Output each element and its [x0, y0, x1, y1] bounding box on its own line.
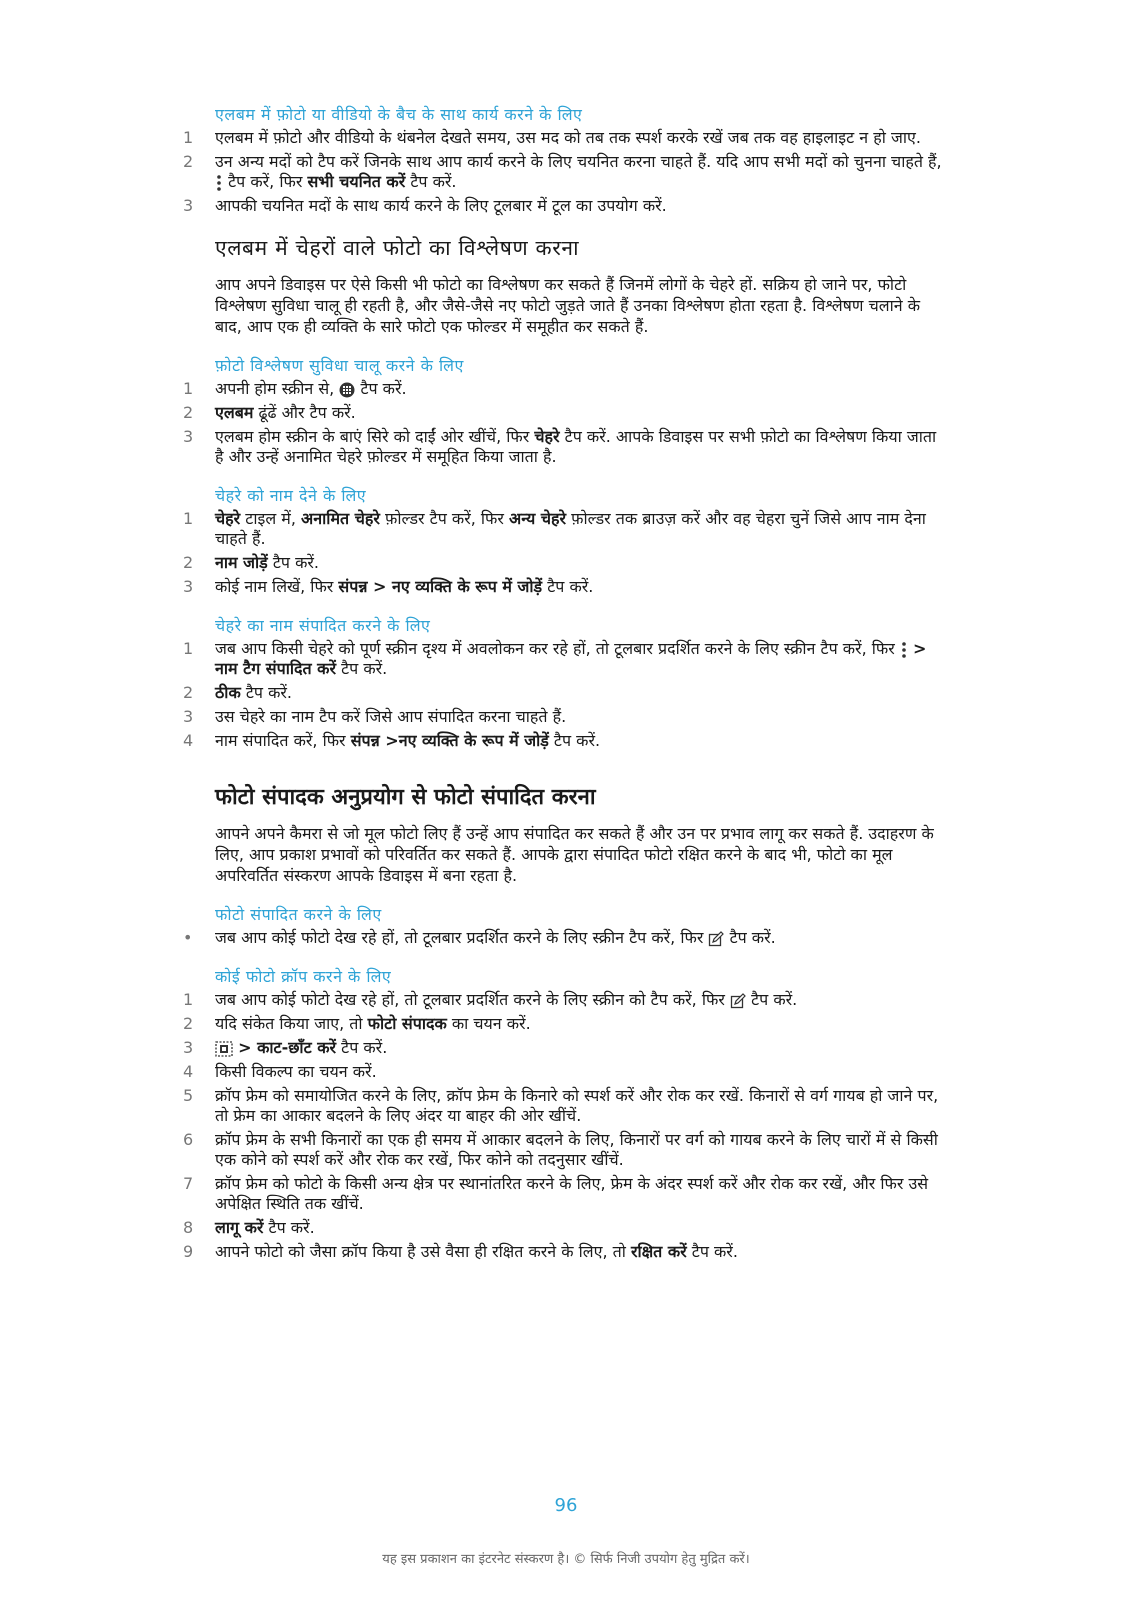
step-text: टैप करें.	[272, 553, 319, 572]
step-text: टैप करें.	[691, 1242, 738, 1261]
step-number: 3	[183, 196, 194, 215]
step-text: यदि संकेत किया जाए, तो	[215, 1014, 363, 1033]
step-text: ढूंढें और टैप करें.	[258, 403, 356, 422]
step-text: एलबम होम स्क्रीन के बाएं सिरे को दाईं ओर खींचें, फिर	[215, 427, 530, 446]
list-item	[183, 928, 943, 948]
step-number: 2	[183, 152, 194, 171]
step-bold: संपन्न >नए व्यक्ति के रूप में जोड़ें	[350, 731, 549, 750]
step-text: टैप करें.	[341, 1038, 388, 1057]
step-number: 2	[183, 553, 194, 572]
step-text: कोई नाम लिखें, फिर	[215, 577, 334, 596]
step-number: 3	[183, 577, 194, 596]
list-item	[183, 1218, 943, 1238]
step-bold: अन्य चेहरे	[509, 509, 567, 528]
list-item	[183, 403, 943, 423]
steps-edit-photo	[183, 928, 943, 948]
list-item	[183, 731, 943, 751]
list-item	[183, 639, 943, 679]
step-number: 1	[183, 379, 194, 398]
step-number: 2	[183, 1014, 194, 1033]
list-item	[183, 379, 943, 399]
list-item	[183, 1174, 943, 1214]
step-bold: चेहरे	[534, 427, 560, 446]
subheading-edit-name: चेहरे का नाम संपादित करने के लिए	[215, 616, 431, 635]
step-number: 2	[183, 403, 194, 422]
steps-analysis	[183, 379, 943, 467]
step-text: उस चेहरे का नाम टैप करें जिसे आप संपादित करना चाहते हैं.	[215, 707, 567, 726]
step-bold: संपन्न > नए व्यक्ति के रूप में जोड़ें	[338, 577, 543, 596]
list-item	[183, 1086, 943, 1126]
crop-icon	[215, 1041, 233, 1057]
step-text: टैप करें.	[245, 683, 292, 702]
section-edit-name	[183, 615, 943, 751]
step-text: टैप करें, फिर	[228, 172, 303, 191]
section-crop	[183, 966, 943, 1262]
subheading-batch: एलबम में फ़ोटो या वीडियो के बैच के साथ कार्य करने के लिए	[215, 105, 583, 124]
step-text: उन अन्य मदों को टैप करें जिनके साथ आप कार्य करने के लिए चयनित करना चाहते हैं. यदि आप सभी मदों को चुनना चाहते हैं,	[215, 152, 942, 171]
step-text: क्रॉप फ्रेम के सभी किनारों का एक ही समय में आकार बदलने के लिए, किनारों पर वर्ग को गायब करने के लिए चारों में से किसी एक कोने को स्पर्श करें और रोक कर रखें, फिर कोने को तदनुसार खींचें.	[215, 1130, 938, 1169]
step-bold: अनामित चेहरे	[301, 509, 380, 528]
subheading-analysis: फ़ोटो विश्लेषण सुविधा चालू करने के लिए	[215, 356, 464, 375]
step-text: टैप करें.	[268, 1218, 315, 1237]
list-item	[183, 1062, 943, 1082]
steps-naming	[183, 509, 943, 597]
section-naming	[183, 485, 943, 597]
step-text: टाइल में,	[245, 509, 296, 528]
section-edit-photo	[183, 904, 943, 948]
step-number: 6	[183, 1130, 194, 1149]
step-text: जब आप किसी चेहरे को पूर्ण स्क्रीन दृश्य में अवलोकन कर रहे हों, तो टूलबार प्रदर्शित करने के लिए स्क्रीन टैप करें, फिर	[215, 639, 895, 658]
step-bold: एलबम	[215, 403, 254, 422]
list-item	[183, 128, 943, 148]
list-item	[183, 1242, 943, 1262]
step-bold: सभी चयनित करें	[307, 172, 406, 191]
step-number: 1	[183, 509, 194, 528]
step-number: 5	[183, 1086, 194, 1105]
step-text: फ़ोल्डर तक ब्राउज़ करें और वह चेहरा चुनें जिसे आप नाम देना चाहते हैं.	[215, 509, 926, 548]
step-text: क्रॉप फ्रेम को फोटो के किसी अन्य क्षेत्र पर स्थानांतरित करने के लिए, फ्रेम के अंदर स्पर्श करें और रोक कर रखें, और फिर उसे अपेक्षित स्थिति तक खींचें.	[215, 1174, 929, 1213]
step-number: 1	[183, 990, 194, 1009]
step-text: आपकी चयनित मदों के साथ कार्य करने के लिए टूलबार में टूल का उपयोग करें.	[215, 196, 667, 215]
step-text: टैप करें.	[553, 731, 601, 750]
step-text: टैप करें.	[360, 379, 407, 398]
subheading-edit-photo: फोटो संपादित करने के लिए	[215, 905, 382, 924]
list-item	[183, 152, 943, 192]
apps-icon	[339, 382, 355, 398]
step-bold: ठीक	[215, 683, 241, 702]
edit-icon	[708, 931, 724, 947]
spacer	[183, 769, 943, 783]
step-number: 1	[183, 639, 194, 658]
step-text: का चयन करें.	[451, 1014, 531, 1033]
step-text: टैप करें.	[410, 172, 457, 191]
steps-edit-name	[183, 639, 943, 751]
step-number: 3	[183, 1038, 194, 1057]
steps-batch	[183, 128, 943, 216]
heading-faces: एलबम में चेहरों वाले फोटो का विश्लेषण करना	[215, 236, 580, 260]
step-number: 3	[183, 707, 194, 726]
steps-crop	[183, 990, 943, 1262]
step-text: आपने फोटो को जैसा क्रॉप किया है उसे वैसा ही रक्षित करने के लिए, तो	[215, 1242, 626, 1261]
section-analysis	[183, 355, 943, 467]
more-vert-icon	[215, 174, 223, 192]
step-text: टैप करें.	[547, 577, 594, 596]
step-text: टैप करें.	[729, 928, 776, 947]
paragraph-faces: आप अपने डिवाइस पर ऐसे किसी भी फोटो का विश्लेषण कर सकते हैं जिनमें लोगों के चेहरे हों. सक्रिय हो जाने पर, फोटो विश्लेषण सुविधा चालू ही रहती है, और जैसे-जैसे नए फोटो जुड़ते जाते हैं उनका विश्लेषण होता रहता है. विश्लेषण चलाने के बाद, आप एक ही व्यक्ति के सारे फोटो एक फोल्डर में समूहीत कर सकते हैं.	[215, 275, 920, 336]
step-number: 1	[183, 128, 194, 147]
step-bold: रक्षित करें	[631, 1242, 687, 1261]
step-number: 9	[183, 1242, 194, 1261]
list-item	[183, 553, 943, 573]
step-text: फ़ोल्डर टैप करें, फिर	[385, 509, 504, 528]
more-vert-icon	[900, 641, 908, 659]
step-text: नाम संपादित करें, फिर	[215, 731, 346, 750]
step-text: टैप करें.	[341, 659, 388, 678]
list-item	[183, 509, 943, 549]
edit-icon	[730, 993, 746, 1009]
page-footer: यह इस प्रकाशन का इंटरनेट संस्करण है। © सिर्फ निजी उपयोग हेतु मुद्रित करें।	[382, 1552, 750, 1567]
list-item	[183, 577, 943, 597]
list-item	[183, 196, 943, 216]
subheading-crop: कोई फोटो क्रॉप करने के लिए	[215, 967, 392, 986]
step-text: जब आप कोई फोटो देख रहे हों, तो टूलबार प्रदर्शित करने के लिए स्क्रीन टैप करें, फिर	[215, 928, 704, 947]
step-bold: चेहरे	[215, 509, 241, 528]
step-text: टैप करें. आपके डिवाइस पर सभी फ़ोटो का विश्लेषण किया जाता है और उन्हें अनामित चेहरे फ़ोल्डर में समूहित किया जाता है.	[215, 427, 937, 466]
step-number: 4	[183, 731, 194, 750]
list-item	[183, 707, 943, 727]
step-bold: > नाम टैग संपादित करें	[215, 639, 927, 678]
step-number: 2	[183, 683, 194, 702]
step-bold: नाम जोड़ें	[215, 553, 268, 572]
paragraph-photo-editor: आपने अपने कैमरा से जो मूल फोटो लिए हैं उन्हें आप संपादित कर सकते हैं और उन पर प्रभाव लागू कर सकते हैं. उदाहरण के लिए, आप प्रकाश प्रभावों को परिवर्तित कर सकते हैं. आपके द्वारा संपादित फोटो रक्षित करने के बाद भी, फोटो का मूल अपरिवर्तित संस्करण आपके डिवाइस में बना रहता है.	[215, 824, 934, 885]
bullet: •	[183, 928, 193, 947]
step-text: टैप करें.	[751, 990, 798, 1009]
list-item	[183, 683, 943, 703]
page-content	[183, 104, 943, 1280]
step-bold: > काट-छाँट करें	[238, 1038, 337, 1057]
step-number: 4	[183, 1062, 194, 1081]
subheading-naming: चेहरे को नाम देने के लिए	[215, 486, 367, 505]
list-item	[183, 1014, 943, 1034]
list-item	[183, 1130, 943, 1170]
step-number: 8	[183, 1218, 194, 1237]
step-text: जब आप कोई फोटो देख रहे हों, तो टूलबार प्रदर्शित करने के लिए स्क्रीन को टैप करें, फिर	[215, 990, 725, 1009]
step-text: किसी विकल्प का चयन करें.	[215, 1062, 377, 1081]
step-number: 7	[183, 1174, 194, 1193]
page-number: 96	[554, 1495, 578, 1516]
step-bold: लागू करें	[215, 1218, 264, 1237]
section-batch	[183, 104, 943, 216]
list-item	[183, 427, 943, 467]
step-text: अपनी होम स्क्रीन से,	[215, 379, 335, 398]
list-item	[183, 1038, 943, 1058]
step-text: एलबम में फ़ोटो और वीडियो के थंबनेल देखते समय, उस मद को तब तक स्पर्श करके रखें जब तक वह हाइलाइट न हो जाए.	[215, 128, 921, 147]
heading-photo-editor: फोटो संपादक अनुप्रयोग से फोटो संपादित करना	[215, 785, 596, 810]
step-bold: फोटो संपादक	[367, 1014, 447, 1033]
list-item	[183, 990, 943, 1010]
step-text: क्रॉप फ्रेम को समायोजित करने के लिए, क्रॉप फ्रेम के किनारे को स्पर्श करें और रोक कर रखें. किनारों से वर्ग गायब हो जाने पर, तो फ्रेम का आकार बदलने के लिए अंदर या बाहर की ओर खींचें.	[215, 1086, 939, 1125]
step-number: 3	[183, 427, 194, 446]
